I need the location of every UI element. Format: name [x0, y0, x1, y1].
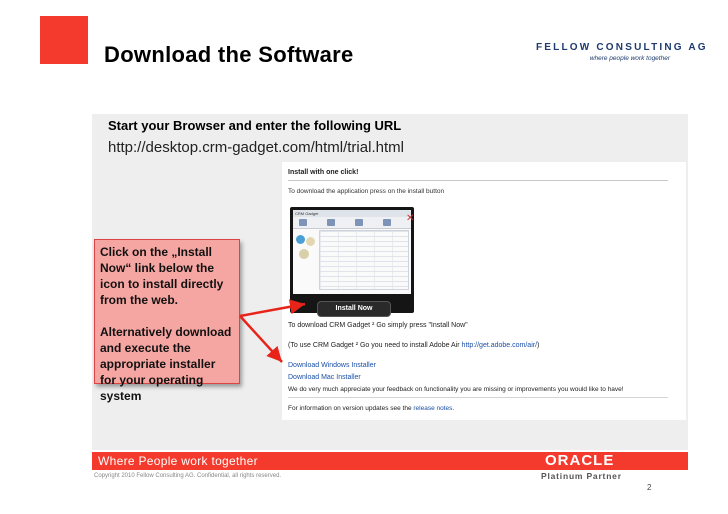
notes-prefix: For information on version updates see the [288, 405, 414, 412]
app-window [293, 210, 411, 294]
download-windows-link[interactable]: Download Windows Installer [288, 362, 376, 369]
release-notes-line [288, 405, 454, 412]
app-data-grid [319, 230, 409, 290]
fellow-consulting-logo [536, 42, 708, 62]
opportunity-icon [299, 249, 309, 259]
toolbar-icon [383, 219, 391, 226]
adobe-air-note [288, 342, 539, 349]
toolbar-icon [299, 219, 307, 226]
close-icon: ✕ [406, 213, 415, 224]
install-instruction: To download CRM Gadget ² Go simply press "Install Now" [288, 322, 468, 329]
adobe-air-link[interactable]: http://get.adobe.com/air/ [461, 342, 538, 349]
page-number: 2 [647, 483, 652, 492]
copyright-notice: Copyright 2010 Fellow Consulting AG. Confidential, all rights reserved. [94, 473, 282, 479]
intro-instruction: Start your Browser and enter the following URL [108, 118, 402, 133]
red-accent-square [40, 16, 88, 64]
logo-name: FELLOW CONSULTING AG [536, 42, 708, 53]
toolbar-icon [355, 219, 363, 226]
webpage-title: Install with one click! [288, 169, 359, 176]
crm-gadget-app-preview [290, 207, 414, 313]
notes-suffix: . [452, 405, 455, 412]
footer-tagline: Where People work together [98, 454, 258, 468]
oracle-logo: ORACLE [545, 452, 615, 469]
download-mac-link[interactable]: Download Mac Installer [288, 374, 361, 381]
callout-install-text: Click on the „Install Now“ link below the icon to install directly from the web. [100, 245, 224, 307]
feedback-note: We do very much appreciate your feedback on functionality you are missing or improvements you would like to have! [288, 386, 624, 393]
app-titlebar: CRM Gadget [293, 210, 411, 217]
adobe-air-suffix: ) [537, 342, 540, 349]
logo-tagline: where people work together [589, 55, 670, 62]
trial-url[interactable]: http://desktop.crm-gadget.com/html/trial.html [108, 139, 404, 156]
app-sidebar [295, 231, 317, 291]
webpage-subtitle: To download the application press on the install button [288, 188, 445, 195]
install-now-button[interactable]: Install Now [317, 301, 391, 317]
toolbar-icon [327, 219, 335, 226]
release-notes-link[interactable]: release notes [413, 405, 453, 412]
slide-title: Download the Software [104, 42, 354, 67]
download-webpage-screenshot [282, 162, 686, 420]
callout-download-text: Alternatively download and execute the appropriate installer for your operating system [100, 325, 232, 403]
instruction-callout [94, 239, 240, 403]
webpage-divider [288, 180, 668, 181]
contact-icon [296, 235, 305, 244]
webpage-divider [288, 397, 668, 398]
app-toolbar [293, 217, 411, 229]
partner-badge: Platinum Partner [541, 471, 622, 481]
adobe-air-prefix: (To use CRM Gadget ² Go you need to install Adobe Air [288, 342, 462, 349]
account-icon [306, 237, 315, 246]
